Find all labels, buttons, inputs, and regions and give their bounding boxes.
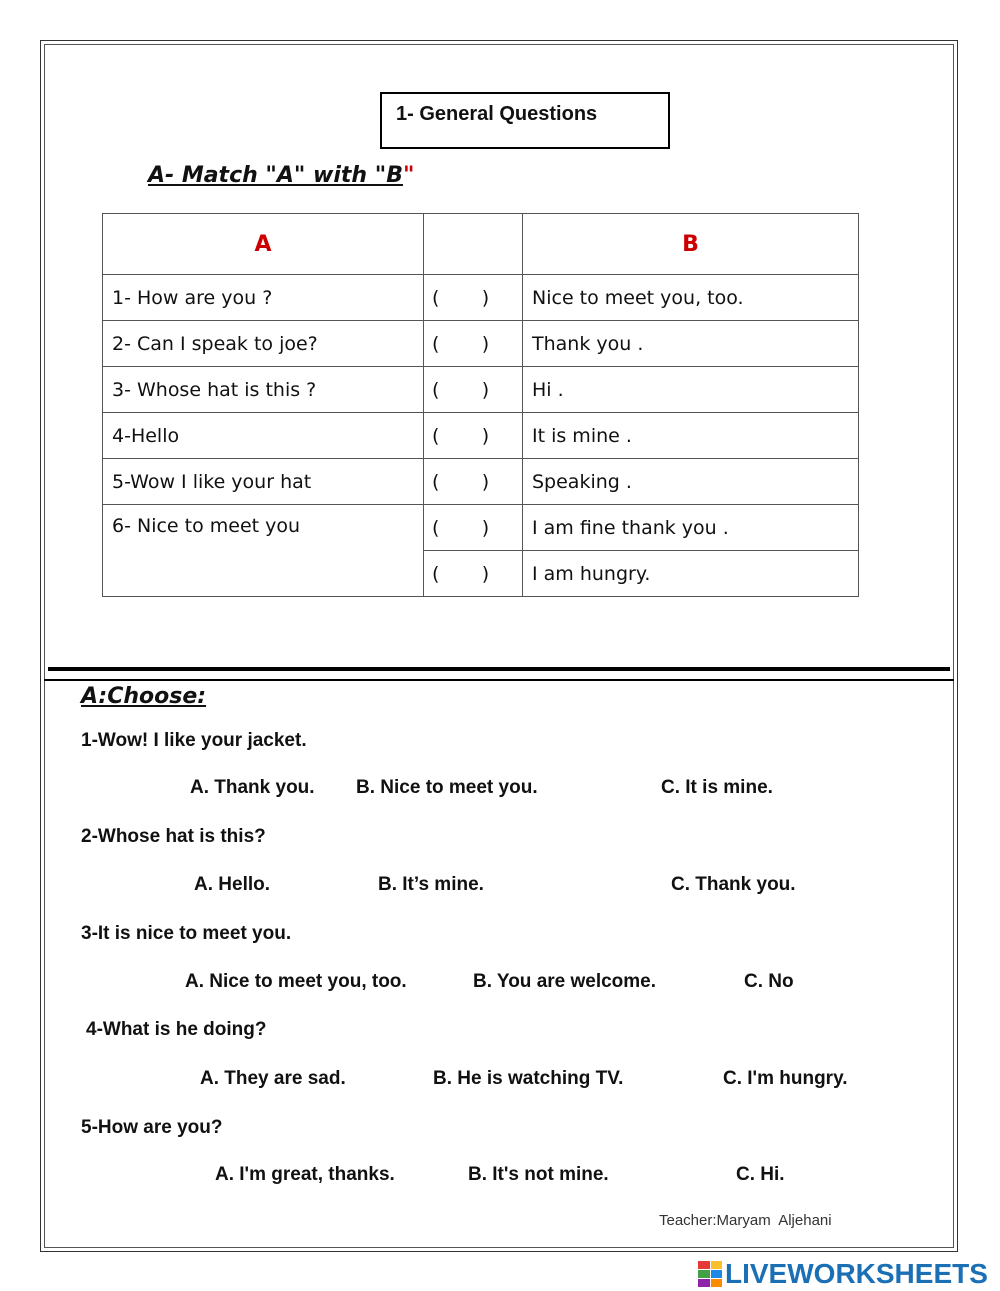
row-b-cell: Thank you . [523,321,859,367]
match-heading-text: A- Match "A" with "B [148,163,403,188]
answer-blank[interactable]: ( ) [424,321,523,367]
table-row [103,367,859,413]
row-a-cell: 6- Nice to meet you [103,505,424,597]
option-2b[interactable]: B. It’s mine. [378,874,484,895]
question-2: 2-Whose hat is this? [81,826,266,847]
option-3b[interactable]: B. You are welcome. [473,971,657,992]
section-divider-thick [48,667,950,671]
match-heading [148,163,414,188]
section-title: 1- General Questions [396,103,598,125]
row-a-cell: 1- How are you ? [103,275,424,321]
match-table [102,213,859,597]
option-2a[interactable]: A. Hello. [194,874,271,895]
table-row [103,275,859,321]
teacher-credit: Teacher:Maryam Aljehani [659,1212,832,1229]
option-2c[interactable]: C. Thank you. [671,874,796,895]
row-b-cell: Nice to meet you, too. [523,275,859,321]
column-a-header: A [103,214,424,275]
section-title-box [380,92,670,149]
answer-blank[interactable]: ( ) [424,367,523,413]
liveworksheets-logo[interactable] [698,1258,988,1290]
section-divider-thin [44,679,954,681]
option-5b[interactable]: B. It's not mine. [468,1164,609,1185]
option-4b[interactable]: B. He is watching TV. [433,1068,624,1089]
option-1b[interactable]: B. Nice to meet you. [356,777,538,798]
answer-blank[interactable]: ( ) [424,275,523,321]
question-1: 1-Wow! I like your jacket. [81,730,307,751]
answer-blank[interactable]: ( ) [424,459,523,505]
option-3c[interactable]: C. No [744,971,794,992]
column-mid-header [424,214,523,275]
option-3a[interactable]: A. Nice to meet you, too. [185,971,407,992]
table-row [103,413,859,459]
choose-heading: A:Choose: [81,684,207,709]
row-b-cell: It is mine . [523,413,859,459]
row-b-cell: I am hungry. [523,551,859,597]
row-a-cell: 3- Whose hat is this ? [103,367,424,413]
row-a-cell: 5-Wow I like your hat [103,459,424,505]
question-4: 4-What is he doing? [86,1019,267,1040]
column-b-header: B [523,214,859,275]
answer-blank[interactable]: ( ) [424,413,523,459]
question-5: 5-How are you? [81,1117,223,1138]
option-1a[interactable]: A. Thank you. [190,777,315,798]
option-5c[interactable]: C. Hi. [736,1164,785,1185]
match-table-header [103,214,859,275]
question-3: 3-It is nice to meet you. [81,923,292,944]
table-row [103,459,859,505]
row-a-cell: 4-Hello [103,413,424,459]
option-4c[interactable]: C. I'm hungry. [723,1068,848,1089]
row-b-cell: I am fine thank you . [523,505,859,551]
option-5a[interactable]: A. I'm great, thanks. [215,1164,395,1185]
match-heading-quote: " [402,163,415,188]
row-b-cell: Hi . [523,367,859,413]
option-4a[interactable]: A. They are sad. [200,1068,346,1089]
table-row [103,505,859,551]
liveworksheets-logo-text: LIVEWORKSHEETS [725,1258,988,1289]
answer-blank[interactable]: ( ) [424,505,523,551]
answer-blank[interactable]: ( ) [424,551,523,597]
row-a-cell: 2- Can I speak to joe? [103,321,424,367]
table-row [103,321,859,367]
option-1c[interactable]: C. It is mine. [661,777,773,798]
liveworksheets-logo-icon [698,1261,722,1287]
row-b-cell: Speaking . [523,459,859,505]
